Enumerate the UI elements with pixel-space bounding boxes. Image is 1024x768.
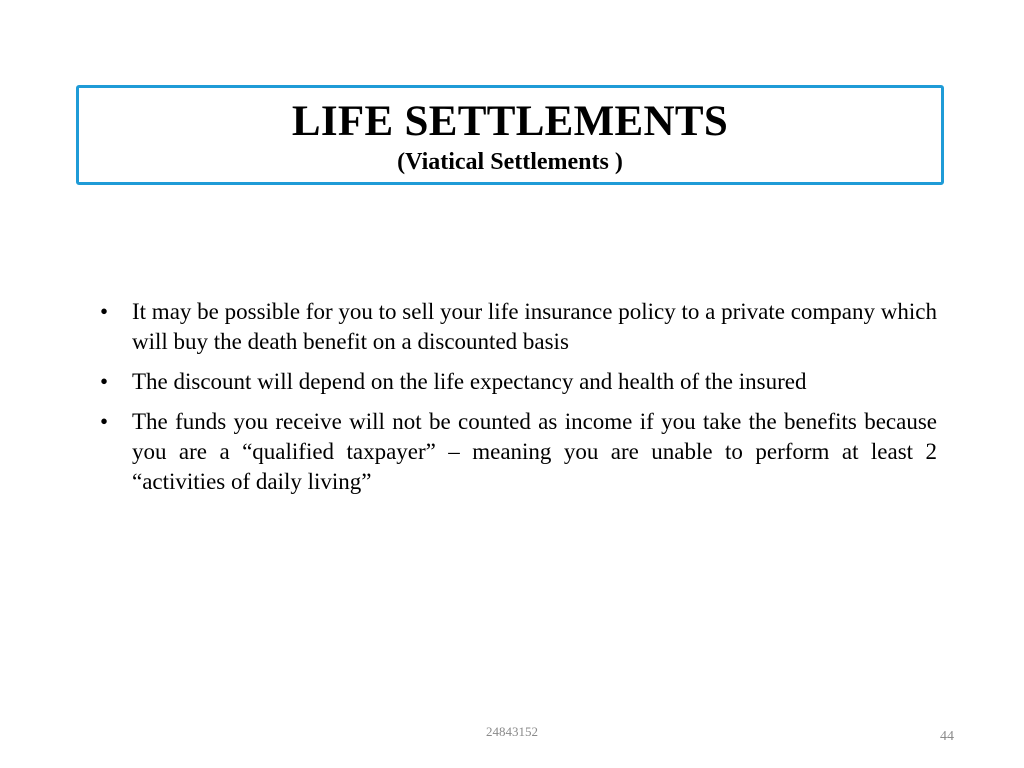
bullet-text: It may be possible for you to sell your life insurance policy to a private company which will buy the death benefit on a discounted basis (132, 299, 937, 354)
bullet-item (96, 367, 937, 397)
bullet-text: The funds you receive will not be counted as income if you take the benefits because you are a “qualified taxpayer” – meaning you are unable to perform at least 2 “activities of daily living” (132, 409, 937, 494)
bullet-icon: • (100, 369, 109, 394)
footer-id: 24843152 (486, 724, 538, 739)
slide-subtitle: (Viatical Settlements ) (397, 149, 623, 175)
bullet-list (96, 297, 937, 507)
bullet-item (96, 407, 937, 497)
bullet-icon: • (100, 299, 109, 324)
bullet-icon: • (100, 409, 109, 434)
bullet-text: The discount will depend on the life expectancy and health of the insured (132, 369, 807, 394)
page-number: 44 (940, 729, 954, 744)
title-box (76, 85, 944, 185)
bullet-item (96, 297, 937, 357)
slide-title: LIFE SETTLEMENTS (291, 98, 729, 145)
